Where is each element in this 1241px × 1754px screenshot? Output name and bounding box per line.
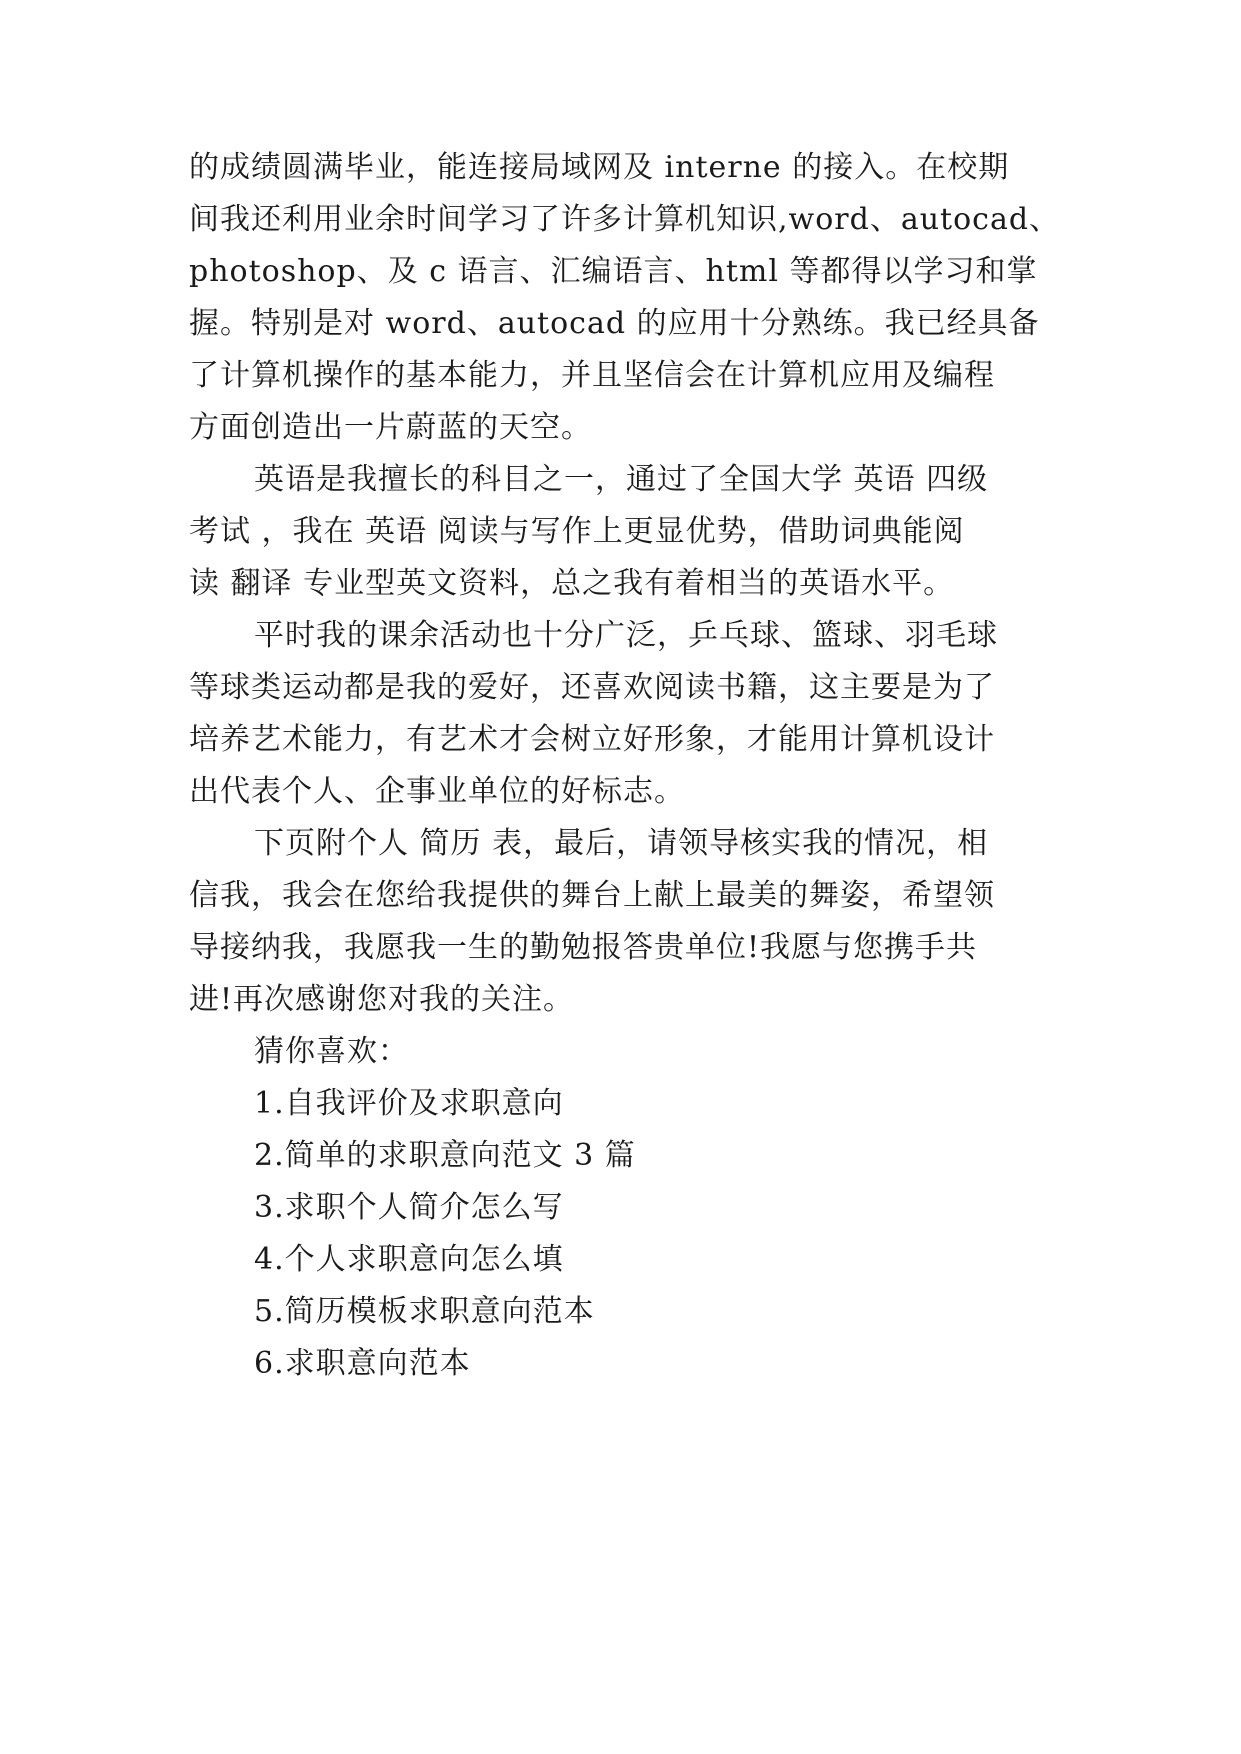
related-link[interactable]: 4.个人求职意向怎么填: [254, 1242, 564, 1277]
paragraph-line: 出代表个人、企事业单位的好标志。: [189, 774, 685, 809]
related-heading: 猜你喜欢：: [254, 1034, 409, 1069]
paragraph-line: 方面创造出一片蔚蓝的天空。: [189, 410, 592, 445]
paragraph-line: 握。特别是对 word、autocad 的应用十分熟练。我已经具备: [189, 306, 1040, 341]
paragraph-line: 的成绩圆满毕业，能连接局域网及 interne 的接入。在校期: [189, 150, 1010, 185]
related-link[interactable]: 1.自我评价及求职意向: [254, 1086, 564, 1121]
paragraph-line: 间我还利用业余时间学习了许多计算机知识,word、autocad、: [189, 202, 1061, 237]
paragraph-line: 培养艺术能力，有艺术才会树立好形象，才能用计算机设计: [189, 722, 995, 757]
related-link[interactable]: 6.求职意向范本: [254, 1346, 471, 1381]
paragraph-line: 英语是我擅长的科目之一，通过了全国大学 英语 四级: [254, 462, 989, 497]
paragraph-line: 导接纳我，我愿我一生的勤勉报答贵单位!我愿与您携手共: [189, 930, 978, 965]
paragraph-line: 信我，我会在您给我提供的舞台上献上最美的舞姿，希望领: [189, 878, 995, 913]
related-link[interactable]: 2.简单的求职意向范文 3 篇: [254, 1138, 636, 1173]
paragraph-line: 考试 ，我在 英语 阅读与写作上更显优势，借助词典能阅: [189, 514, 965, 549]
paragraph-line: photoshop、及 c 语言、汇编语言、html 等都得以学习和掌: [189, 254, 1038, 289]
paragraph-line: 下页附个人 简历 表，最后，请领导核实我的情况，相: [254, 826, 989, 861]
paragraph-line: 平时我的课余活动也十分广泛，乒乓球、篮球、羽毛球: [254, 618, 998, 653]
related-link[interactable]: 3.求职个人简介怎么写: [254, 1190, 564, 1225]
paragraph-line: 了计算机操作的基本能力，并且坚信会在计算机应用及编程: [189, 358, 995, 393]
paragraph-line: 进!再次感谢您对我的关注。: [189, 982, 575, 1017]
related-link[interactable]: 5.简历模板求职意向范本: [254, 1294, 595, 1329]
paragraph-line: 读 翻译 专业型英文资料，总之我有着相当的英语水平。: [189, 566, 955, 601]
paragraph-line: 等球类运动都是我的爱好，还喜欢阅读书籍，这主要是为了: [189, 670, 995, 705]
